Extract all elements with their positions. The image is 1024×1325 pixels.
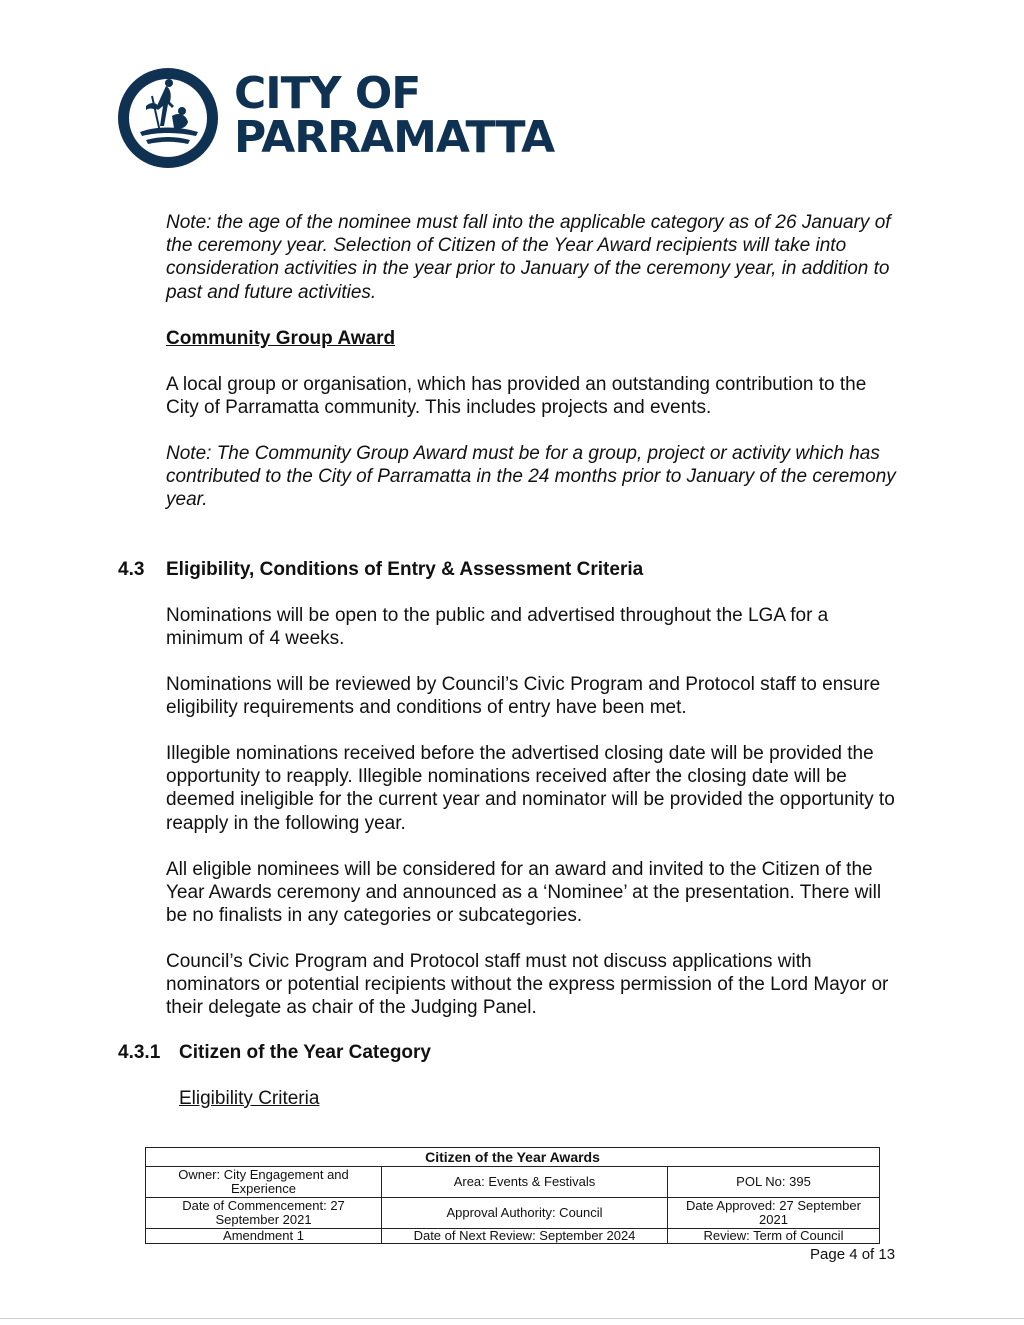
section-title: Eligibility, Conditions of Entry & Assessment Criteria bbox=[166, 559, 644, 580]
footer-next-review: Date of Next Review: September 2024 bbox=[382, 1229, 668, 1244]
paragraph: Nominations will be reviewed by Council’s Civic Program and Protocol staff to ensure eligibility requirements and conditions of entry have been met. bbox=[166, 674, 881, 719]
paragraph: Council’s Civic Program and Protocol staff must not discuss applications with nominators or potential recipients without the express permission of the Lord Mayor or their delegate as chair of the Judging Panel. bbox=[166, 951, 889, 1019]
footer-approval-authority: Approval Authority: Council bbox=[382, 1198, 668, 1229]
subsection-title: Citizen of the Year Category bbox=[179, 1042, 431, 1063]
parramatta-emblem-icon bbox=[116, 66, 220, 170]
footer-commencement: Date of Commencement: 27 September 2021 bbox=[146, 1198, 382, 1229]
paragraph: All eligible nominees will be considered for an award and invited to the Citizen of the Year Awards ceremony and announced as a ‘Nominee’ at the presentation. There will be no finalists in any categories or subcategories. bbox=[166, 859, 882, 927]
subsection-number: 4.3.1 bbox=[118, 1042, 161, 1063]
footer-amendment: Amendment 1 bbox=[146, 1229, 382, 1244]
paragraph: Illegible nominations received before the advertised closing date will be provided the opportunity to reapply. Illegible nominations received after the closing date will be deemed ineligible for the current year and nominator will be provided the opportunity to reapply in the following year. bbox=[166, 743, 895, 834]
eligibility-criteria-heading: Eligibility Criteria bbox=[179, 1088, 320, 1109]
note-age-paragraph: Note: the age of the nominee must fall into the applicable category as of 26 January of the ceremony year. Selection of Citizen of the Year Award recipients will take into consideration activities in the year prior to January of the ceremony year, in addition to past and future activities. bbox=[166, 212, 891, 303]
footer-date-approved: Date Approved: 27 September 2021 bbox=[668, 1198, 880, 1229]
policy-footer-table bbox=[145, 1147, 880, 1244]
page-number: Page 4 of 13 bbox=[810, 1246, 896, 1263]
footer-review: Review: Term of Council bbox=[668, 1229, 880, 1244]
community-group-note: Note: The Community Group Award must be for a group, project or activity which has contributed to the City of Parramatta in the 24 months prior to January of the ceremony year. bbox=[166, 443, 896, 511]
city-logo bbox=[116, 66, 556, 170]
page-bottom-rule bbox=[0, 1318, 1024, 1319]
footer-title: Citizen of the Year Awards bbox=[146, 1148, 880, 1167]
logo-line-1: CITY OF bbox=[234, 68, 421, 119]
paragraph: Nominations will be open to the public and advertised throughout the LGA for a minimum of 4 weeks. bbox=[166, 605, 829, 650]
logo-wordmark bbox=[234, 68, 555, 163]
footer-owner: Owner: City Engagement and Experience bbox=[146, 1167, 382, 1198]
community-group-heading: Community Group Award bbox=[166, 328, 396, 349]
footer-area: Area: Events & Festivals bbox=[382, 1167, 668, 1198]
logo-line-2: PARRAMATTA bbox=[234, 112, 555, 163]
footer-pol-no: POL No: 395 bbox=[668, 1167, 880, 1198]
section-number: 4.3 bbox=[118, 559, 145, 580]
community-group-description: A local group or organisation, which has provided an outstanding contribution to the City of Parramatta community. This includes projects and events. bbox=[166, 374, 867, 419]
